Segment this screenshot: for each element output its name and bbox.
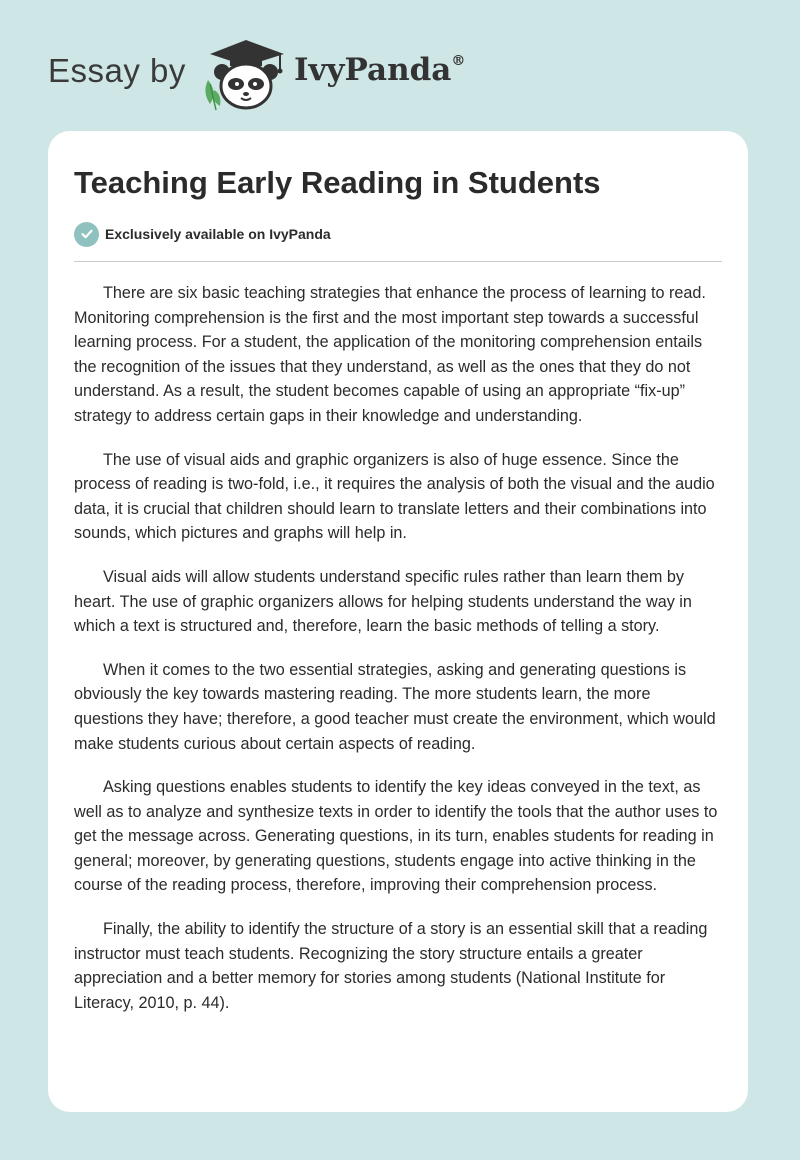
panda-graduate-icon[interactable] xyxy=(200,34,290,112)
divider xyxy=(74,261,722,262)
paragraph: When it comes to the two essential strategies, asking and generating questions is obviously the key towards mastering reading. The more students learn, the more questions they have; therefore, a good teacher must create the environment, which would make students curious about certain aspects of reading. xyxy=(74,660,716,753)
brand-name[interactable] xyxy=(294,52,465,88)
paragraph: Finally, the ability to identify the structure of a story is an essential skill that a reading instructor must teach students. Recognizing the story structure entails a greater appreciation and a better memory for stories among students (National Institute for Literacy, 2010, p. 44). xyxy=(74,920,708,1012)
paragraph: Asking questions enables students to identify the key ideas conveyed in the text, as well as to analyze and synthesize texts in order to identify the tools that the author uses to get the message across. Generating questions, in its turn, enables students for reading in general; moreover, by generating questions, students engage into active thinking in the course of the reading process, therefore, improving their comprehension process. xyxy=(74,778,718,895)
brand-text: IvyPanda xyxy=(294,52,452,88)
paragraph: Visual aids will allow students understand specific rules rather than learn them by heart. The use of graphic organizers allows for helping students understand the way in which a text is structured and, therefore, learn the basic methods of telling a story. xyxy=(74,567,692,636)
exclusive-badge xyxy=(74,221,331,247)
paragraph: The use of visual aids and graphic organizers is also of huge essence. Since the process of reading is two-fold, i.e., it requires the analysis of both the visual and the audio data, it is crucial that children should learn to translate letters and their combinations into sounds, which pictures and graphs will help in. xyxy=(74,450,715,543)
page-title: Teaching Early Reading in Students xyxy=(74,165,601,200)
registered-mark: ® xyxy=(451,52,466,69)
badge-label: Exclusively available on IvyPanda xyxy=(105,226,331,242)
essay-body xyxy=(74,281,724,1034)
essay-by-label: Essay by xyxy=(48,52,186,89)
paragraph: There are six basic teaching strategies that enhance the process of learning to read. Monitoring comprehension is the first and the most important step towards a successful learning process. For a student, the application of the monitoring comprehension entails the recognition of the issues that they understand, as well as the ones that they do not understand. As a result, the student becomes capable of using an appropriate “fix-up” strategy to address certain gaps in their knowledge and understanding. xyxy=(74,284,706,425)
site-header xyxy=(48,30,648,110)
check-circle-icon xyxy=(74,222,99,247)
essay-card xyxy=(48,131,748,1112)
